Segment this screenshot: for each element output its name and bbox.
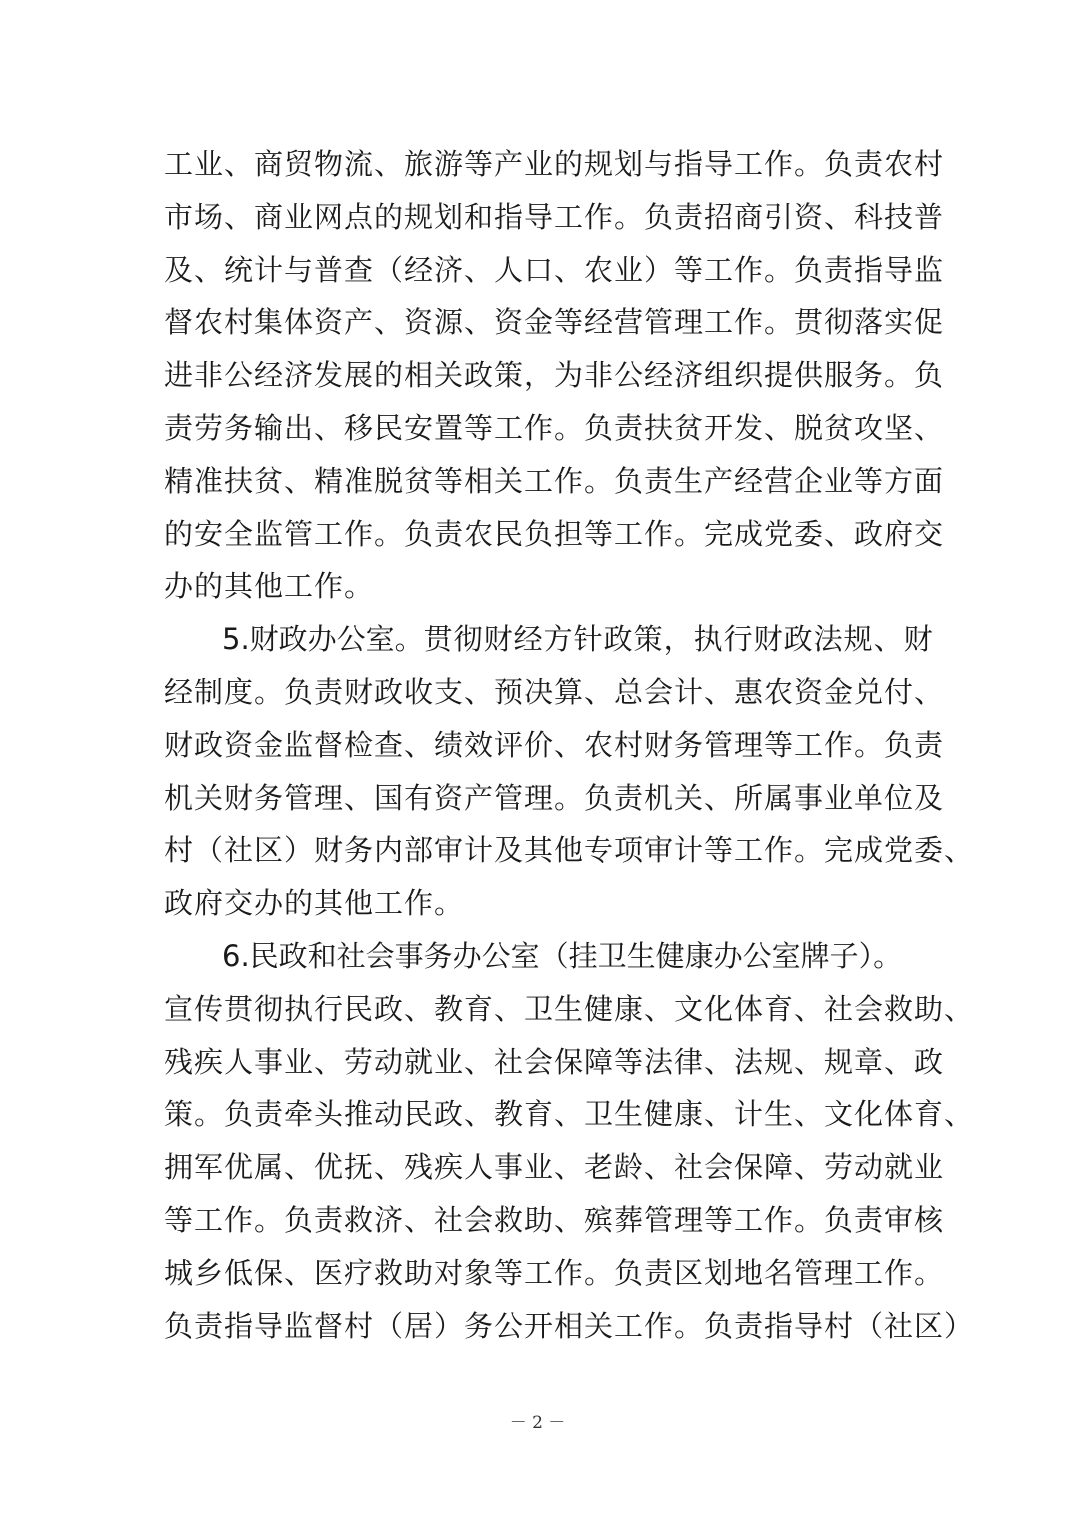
text-line: 及、统计与普查（经济、人口、农业）等工作。负责指导监 <box>164 252 945 287</box>
text-line: 责劳务输出、移民安置等工作。负责扶贫开发、脱贫攻坚、 <box>164 410 945 445</box>
section-first-line <box>164 613 934 666</box>
section-finance-office <box>164 613 975 930</box>
text-line: 经制度。负责财政收支、预决算、总会计、惠农资金兑付、 <box>164 674 945 709</box>
text-line: 贯彻财经方针政策，执行财政法规、财 <box>423 622 934 657</box>
text-line: 等工作。负责救济、社会救助、殡葬管理等工作。负责审核 <box>164 1202 945 1237</box>
text-line: 的安全监管工作。负责农民负担等工作。完成党委、政府交 <box>164 516 945 551</box>
paragraph-agriculture-economy <box>164 138 945 613</box>
text-line: 负责指导监督村（居）务公开相关工作。负责指导村（社区） <box>164 1308 975 1343</box>
text-line: 村（社区）财务内部审计及其他专项审计等工作。完成党委、 <box>164 833 975 868</box>
text-line: 督农村集体资产、资源、资金等经营管理工作。贯彻落实促 <box>164 305 945 340</box>
text-line: 拥军优属、优抚、残疾人事业、老龄、社会保障、劳动就业 <box>164 1150 945 1185</box>
text-line: 精准扶贫、精准脱贫等相关工作。负责生产经营企业等方面 <box>164 463 945 498</box>
text-line: 城乡低保、医疗救助对象等工作。负责区划地名管理工作。 <box>164 1255 945 1290</box>
text-line: 机关财务管理、国有资产管理。负责机关、所属事业单位及 <box>164 780 945 815</box>
text-line: 进非公经济发展的相关政策，为非公经济组织提供服务。负 <box>164 358 945 393</box>
text-line: 宣传贯彻执行民政、教育、卫生健康、文化体育、社会救助、 <box>164 991 975 1026</box>
text-line: 财政资金监督检查、绩效评价、农村财务管理等工作。负责 <box>164 727 945 762</box>
document-body <box>164 138 975 1352</box>
section-heading: 5.财政办公室。 <box>222 622 424 657</box>
section-civil-affairs-office <box>164 930 975 1352</box>
text-line: 残疾人事业、劳动就业、社会保障等法律、法规、规章、政 <box>164 1044 945 1079</box>
text-line: 策。负责牵头推动民政、教育、卫生健康、计生、文化体育、 <box>164 1097 975 1132</box>
page-number: － 2 － <box>509 1413 566 1433</box>
section-heading: 6.民政和社会事务办公室（挂卫生健康办公室牌子）。 <box>222 938 903 973</box>
text-line: 政府交办的其他工作。 <box>164 886 465 921</box>
text-line: 市场、商业网点的规划和指导工作。负责招商引资、科技普 <box>164 199 945 234</box>
text-line: 办的其他工作。 <box>164 569 375 604</box>
text-line: 工业、商贸物流、旅游等产业的规划与指导工作。负责农村 <box>164 147 945 181</box>
